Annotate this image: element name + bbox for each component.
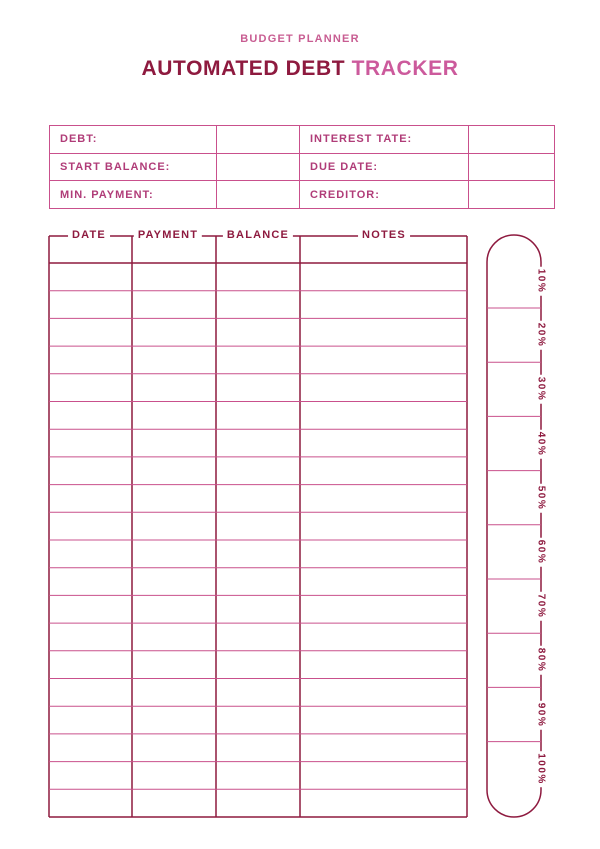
title-main: AUTOMATED DEBT [141, 57, 352, 80]
progress-label: 20% [535, 322, 547, 348]
progress-label: 70% [535, 593, 547, 619]
progress-label: 60% [535, 539, 547, 565]
column-header-notes: NOTES [358, 229, 410, 241]
column-header-date: DATE [68, 229, 110, 241]
min-payment-label: MIN. PAYMENT: [50, 181, 217, 209]
progress-tube [487, 235, 541, 817]
progress-label: 30% [535, 377, 547, 402]
progress-label: 100% [535, 753, 547, 785]
title-accent: TRACKER [351, 57, 459, 80]
column-header-balance: BALANCE [223, 229, 293, 241]
progress-label: 10% [535, 268, 547, 294]
column-header-payment: PAYMENT [134, 229, 202, 241]
debt-label: DEBT: [50, 126, 217, 154]
progress-label: 90% [535, 702, 547, 727]
start-balance-label: START BALANCE: [50, 153, 217, 181]
creditor-label: CREDITOR: [300, 181, 469, 209]
progress-label: 50% [535, 485, 547, 511]
progress-label: 80% [535, 648, 547, 673]
progress-label: 40% [535, 431, 547, 456]
subtitle: BUDGET PLANNER [240, 33, 360, 45]
interest-label: INTEREST TATE: [300, 126, 469, 154]
due-date-label: DUE DATE: [300, 153, 469, 181]
